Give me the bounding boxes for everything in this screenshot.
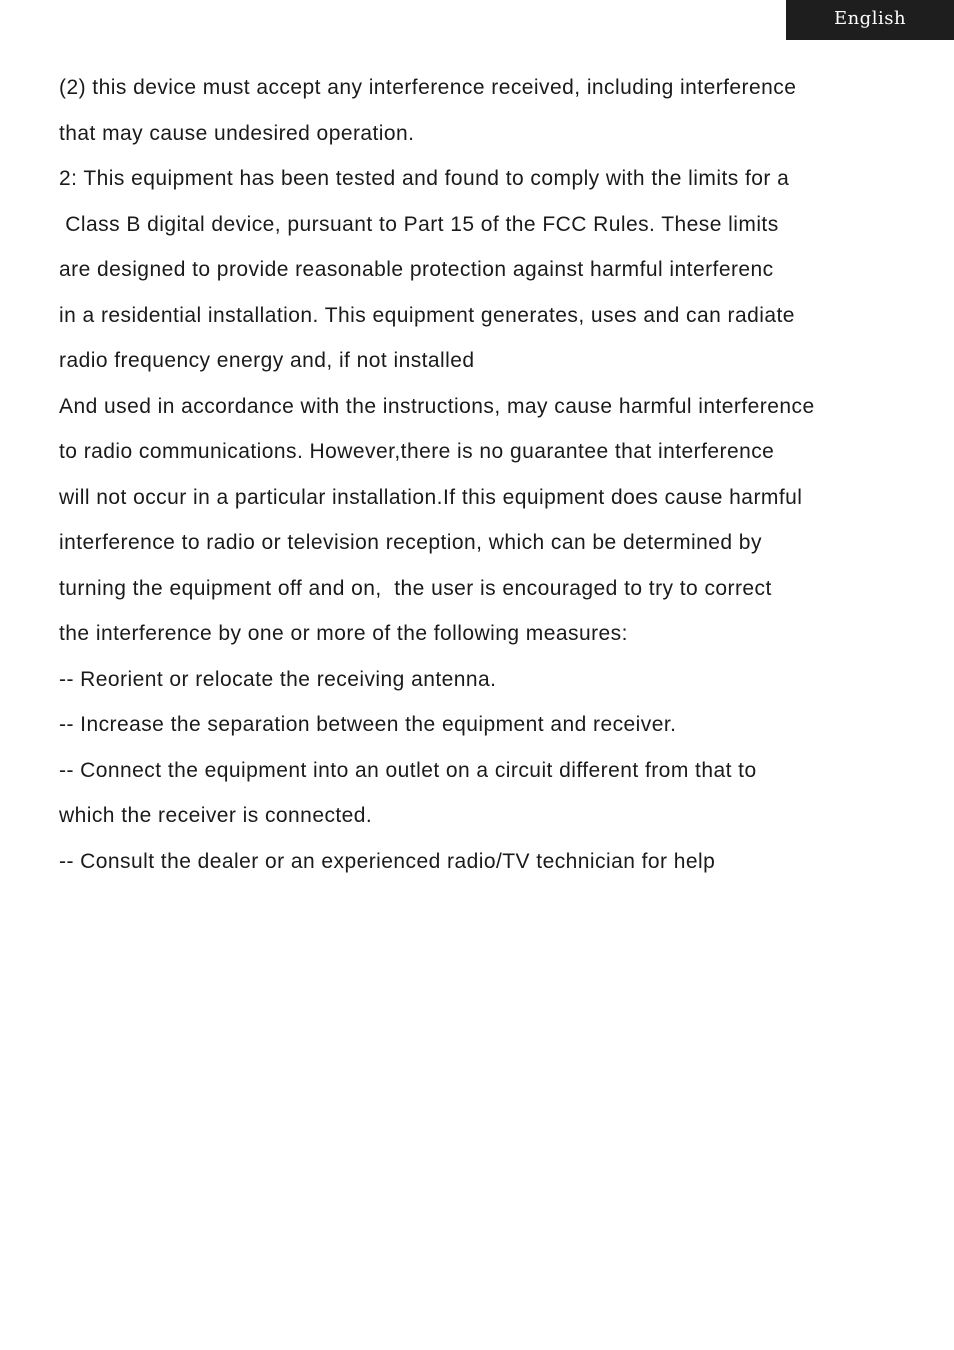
text-line: -- Consult the dealer or an experienced radio/TV technician for help <box>59 849 716 873</box>
text-line: interference to radio or television reception, which can be determined by <box>59 531 762 554</box>
fcc-statement-text <box>59 65 939 884</box>
text-line: radio frequency energy and, if not installed <box>59 349 475 372</box>
text-line: -- Connect the equipment into an outlet on a circuit different from that to <box>59 758 757 782</box>
text-line: (2) this device must accept any interference received, including interference <box>59 76 797 99</box>
text-line: in a residential installation. This equipment generates, uses and can radiate <box>59 303 795 327</box>
text-line: 2: This equipment has been tested and found to comply with the limits for a <box>59 167 790 190</box>
text-line: -- Increase the separation between the equipment and receiver. <box>59 713 677 736</box>
text-line: And used in accordance with the instructions, may cause harmful interference <box>59 394 815 418</box>
text-line: will not occur in a particular installation.If this equipment does cause harmful <box>59 485 803 509</box>
text-line: Class B digital device, pursuant to Part 15 of the FCC Rules. These limits <box>59 212 779 236</box>
language-tab: English <box>786 0 954 40</box>
text-line: to radio communications. However,there is no guarantee that interference <box>59 440 775 463</box>
text-line: are designed to provide reasonable protection against harmful interferenc <box>59 258 774 281</box>
text-line: turning the equipment off and on, the user is encouraged to try to correct <box>59 576 772 600</box>
text-line: which the receiver is connected. <box>59 804 373 827</box>
text-line: that may cause undesired operation. <box>59 121 415 145</box>
text-line: the interference by one or more of the following measures: <box>59 622 628 645</box>
text-line: -- Reorient or relocate the receiving antenna. <box>59 667 497 691</box>
